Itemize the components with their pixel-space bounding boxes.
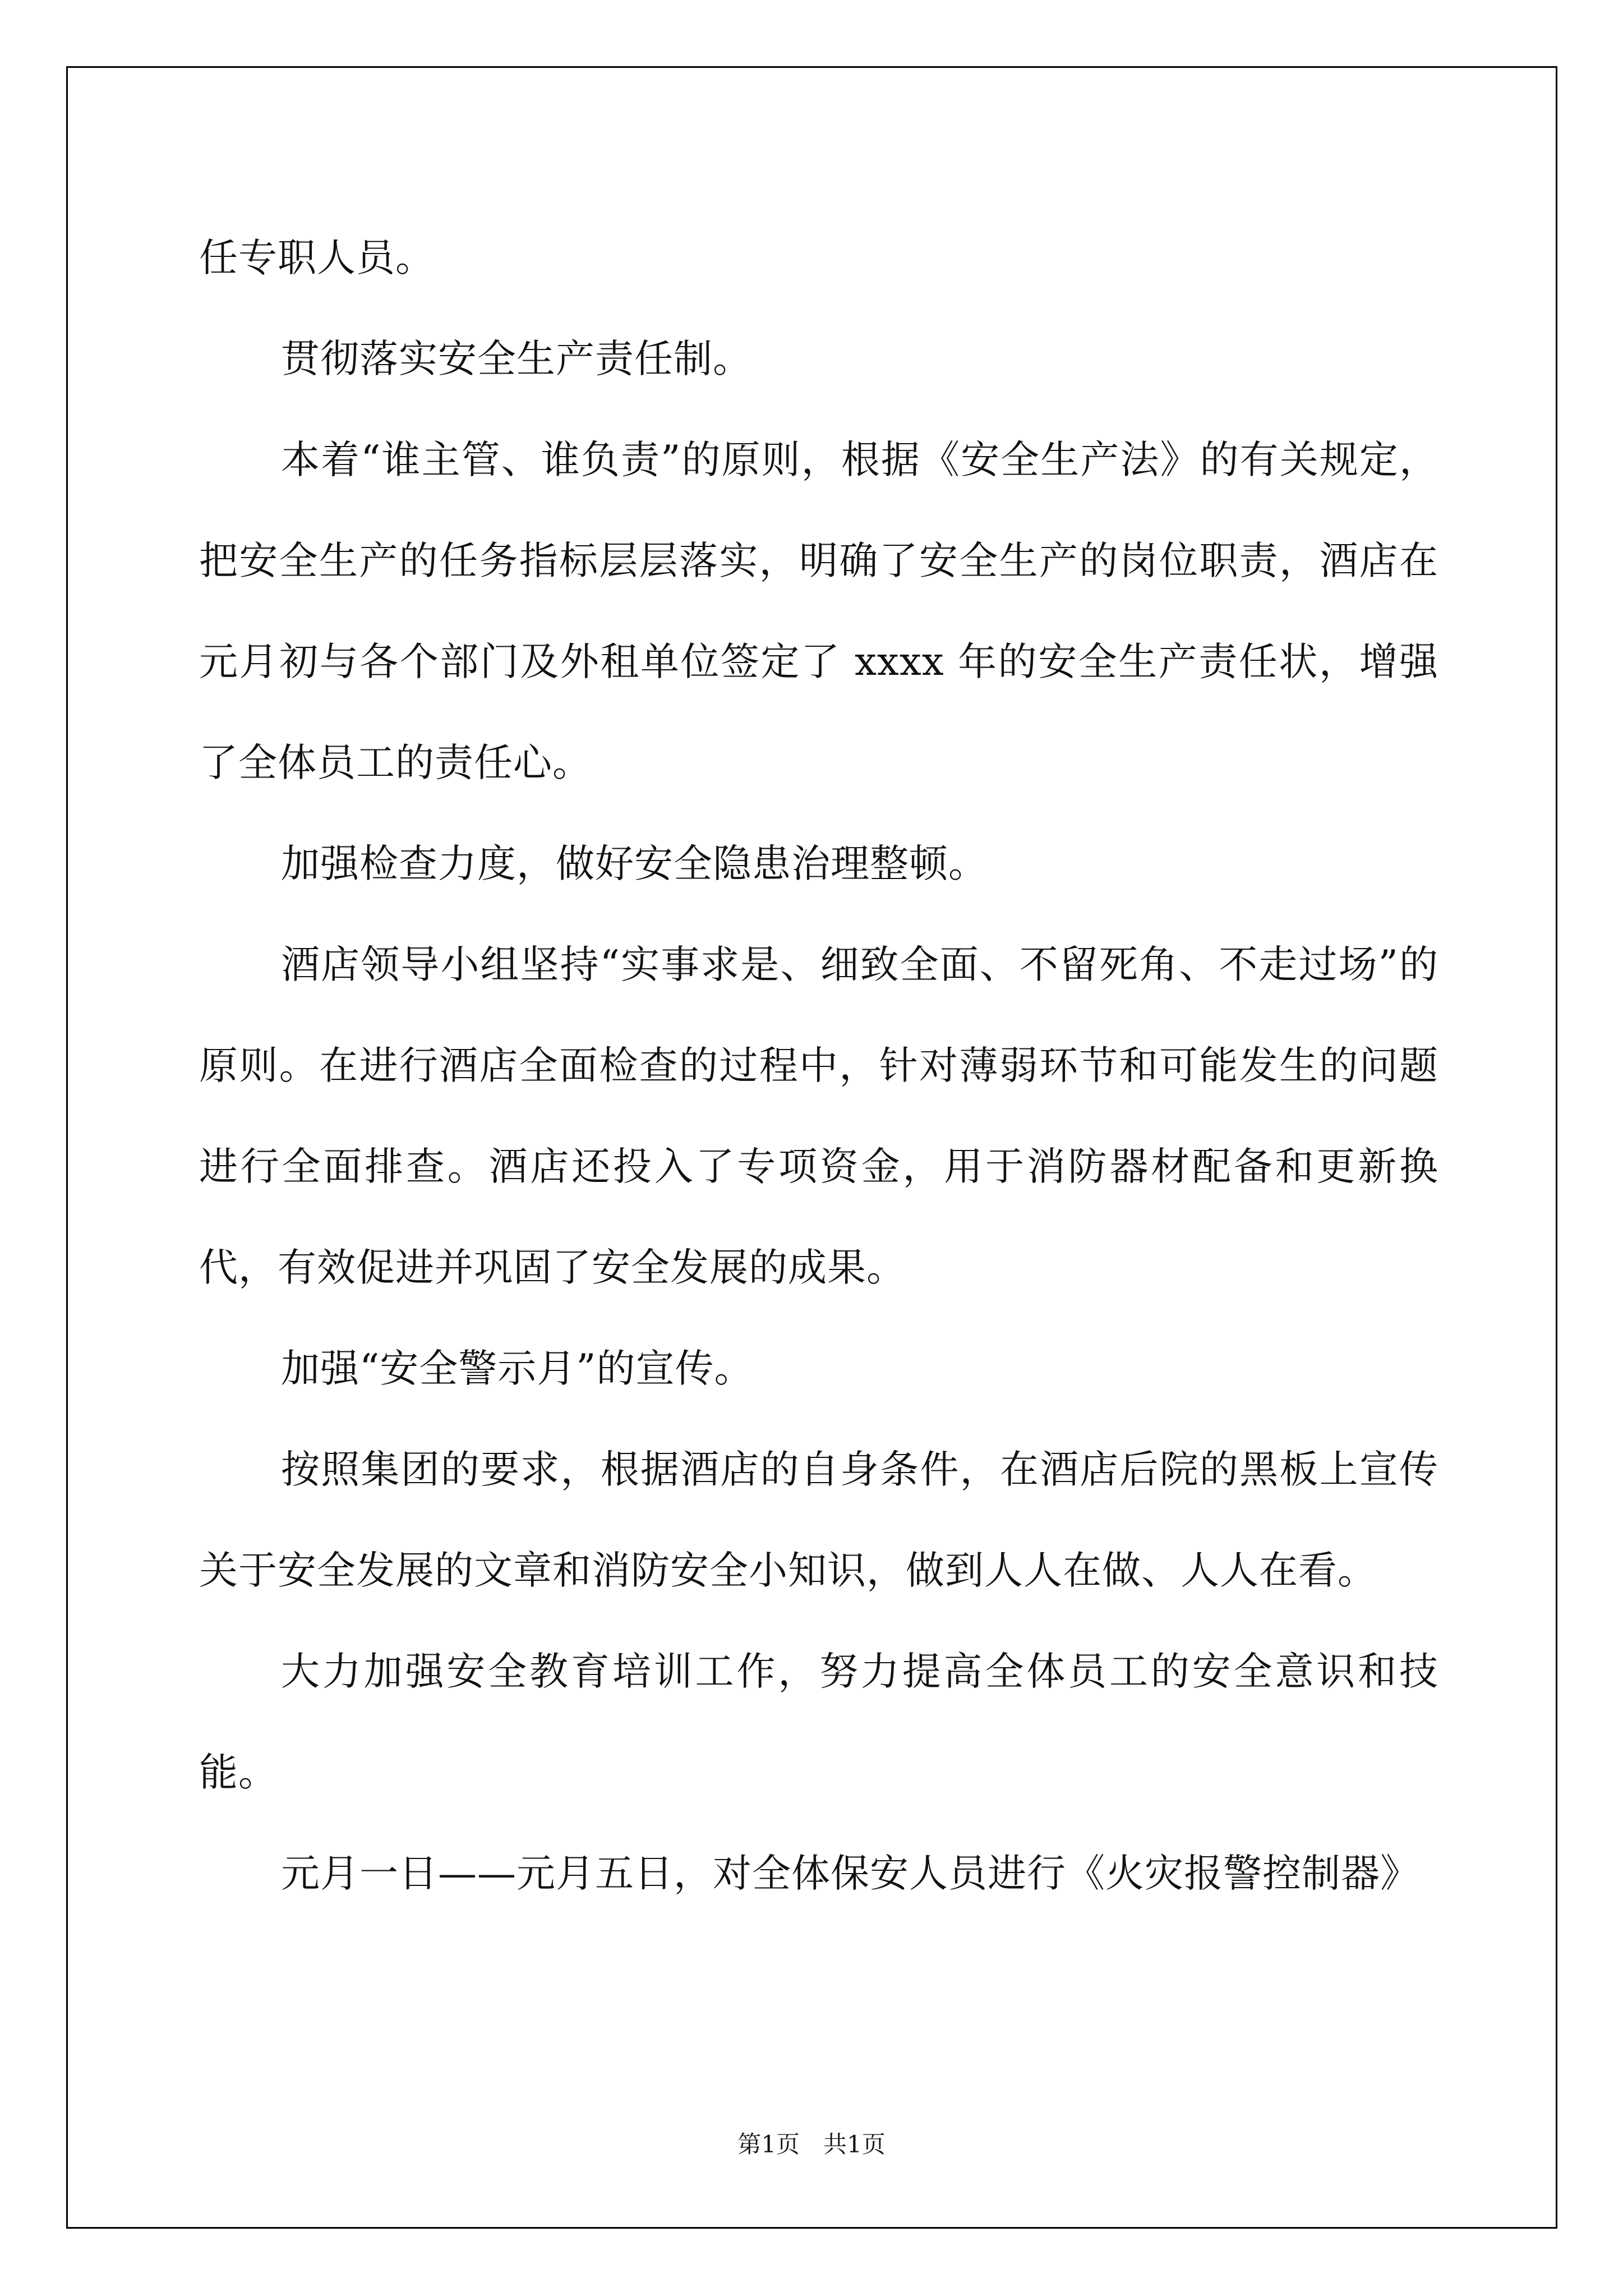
page-number-footer: 第1页 共1页 (737, 2131, 886, 2158)
paragraph-6: 加强“安全警示月”的宣传。 (281, 1346, 754, 1391)
paragraph-9: 元月一日——元月五日，对全体保安人员进行《火灾报警控制器》 (281, 1851, 1419, 1896)
paragraph-3: 本着“谁主管、谁负责”的原则，根据《安全生产法》的有关规定，把安全生产的任务指标层层落实，明确了安全生产的岗位职责，酒店在元月初与各个部门及外租单位签定了 xxxx 年的安全生产责任状，增强了全体员工的责任心。 (199, 438, 1438, 785)
paragraph-2: 贯彻落实安全生产责任制。 (281, 337, 752, 381)
paragraph-1: 任专职人员。 (199, 236, 435, 280)
paragraph-7: 按照集团的要求，根据酒店的自身条件，在酒店后院的黑板上宣传关于安全发展的文章和消防安全小知识，做到人人在做、人人在看。 (199, 1447, 1438, 1593)
paragraph-8: 大力加强安全教育培训工作，努力提高全体员工的安全意识和技能。 (199, 1649, 1438, 1795)
document-body (199, 208, 1438, 1924)
paragraph-5: 酒店领导小组坚持“实事求是、细致全面、不留死角、不走过场”的原则。在进行酒店全面检查的过程中，针对薄弱环节和可能发生的问题进行全面排查。酒店还投入了专项资金，用于消防器材配备和更新换代，有效促进并巩固了安全发展的成果。 (199, 942, 1438, 1290)
paragraph-4: 加强检查力度，做好安全隐患治理整顿。 (281, 841, 988, 886)
